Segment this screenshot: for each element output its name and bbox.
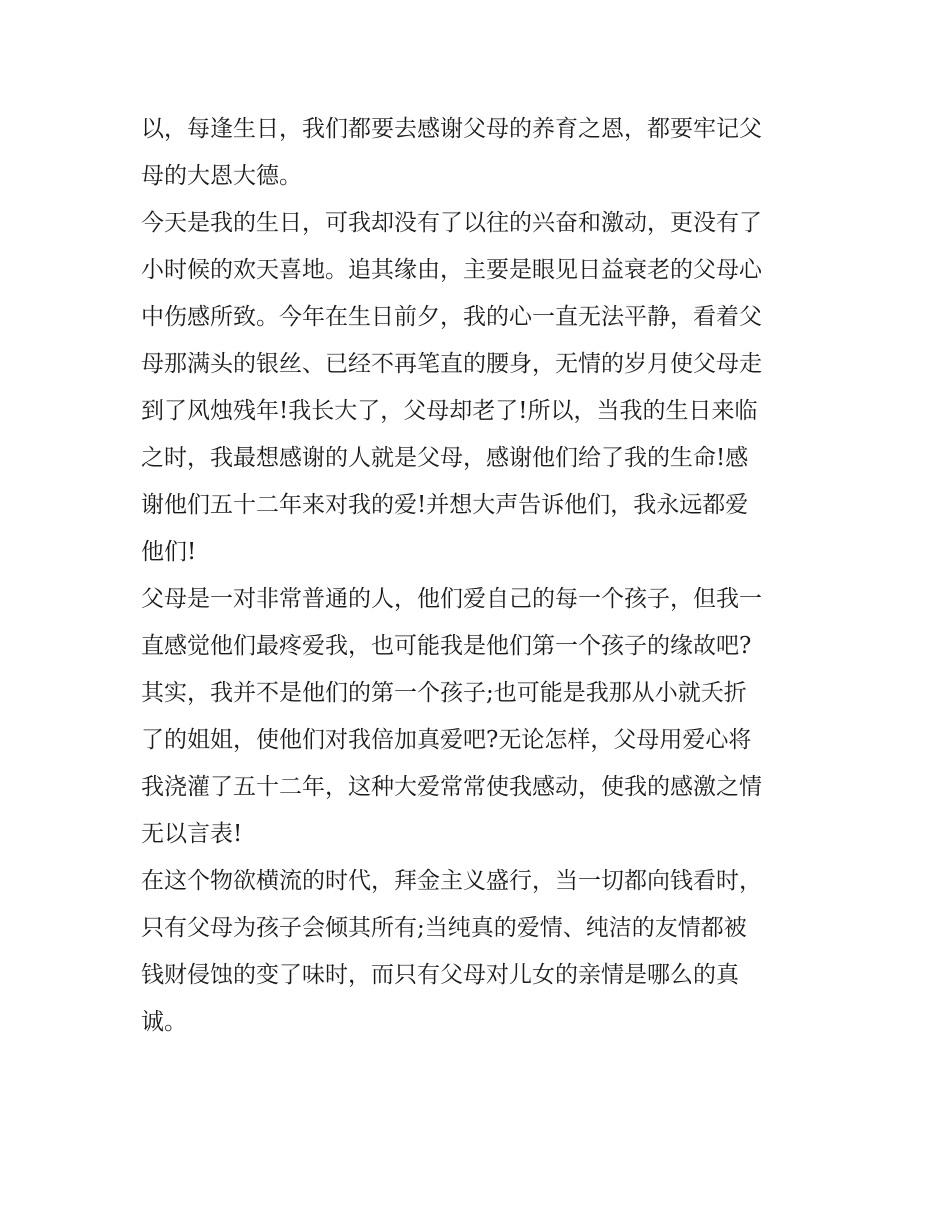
text-line: 其实，我并不是他们的第一个孩子;也可能是我那从小就夭折: [141, 680, 747, 706]
text-line: 之时，我最想感谢的人就是父母，感谢他们给了我的生命!感: [141, 445, 749, 471]
text-line: 母的大恩大德。: [141, 163, 302, 189]
text-line: 直感觉他们最疼爱我，也可能我是他们第一个孩子的缘故吧?: [141, 633, 752, 659]
text-line: 谢他们五十二年来对我的爱!并想大声告诉他们，我永远都爱: [141, 492, 749, 518]
text-line: 在这个物欲横流的时代，拜金主义盛行，当一切都向钱看时，: [141, 868, 762, 894]
text-line: 今天是我的生日，可我却没有了以往的兴奋和激动，更没有了: [141, 210, 762, 236]
text-line: 无以言表!: [141, 821, 243, 847]
text-line: 母那满头的银丝、已经不再笔直的腰身，无情的岁月使父母走: [141, 351, 762, 377]
body-text: [141, 106, 821, 1046]
text-line: 中伤感所致。今年在生日前夕，我的心一直无法平静，看着父: [141, 304, 762, 330]
text-line: 我浇灌了五十二年，这种大爱常常使我感动，使我的感激之情: [141, 774, 762, 800]
text-line: 以，每逢生日，我们都要去感谢父母的养育之恩，都要牢记父: [141, 116, 762, 142]
text-line: 他们!: [141, 539, 197, 565]
text-line: 父母是一对非常普通的人，他们爱自己的每一个孩子，但我一: [141, 586, 762, 612]
text-line: 只有父母为孩子会倾其所有;当纯真的爱情、纯洁的友情都被: [141, 915, 747, 941]
text-line: 钱财侵蚀的变了味时，而只有父母对儿女的亲情是哪么的真: [141, 962, 739, 988]
text-line: 小时候的欢天喜地。追其缘由，主要是眼见日益衰老的父母心: [141, 257, 762, 283]
text-line: 诚。: [141, 1009, 187, 1035]
text-line: 了的姐姐，使他们对我倍加真爱吧?无论怎样，父母用爱心将: [141, 727, 752, 753]
text-line: 到了风烛残年!我长大了，父母却老了!所以，当我的生日来临: [141, 398, 758, 424]
